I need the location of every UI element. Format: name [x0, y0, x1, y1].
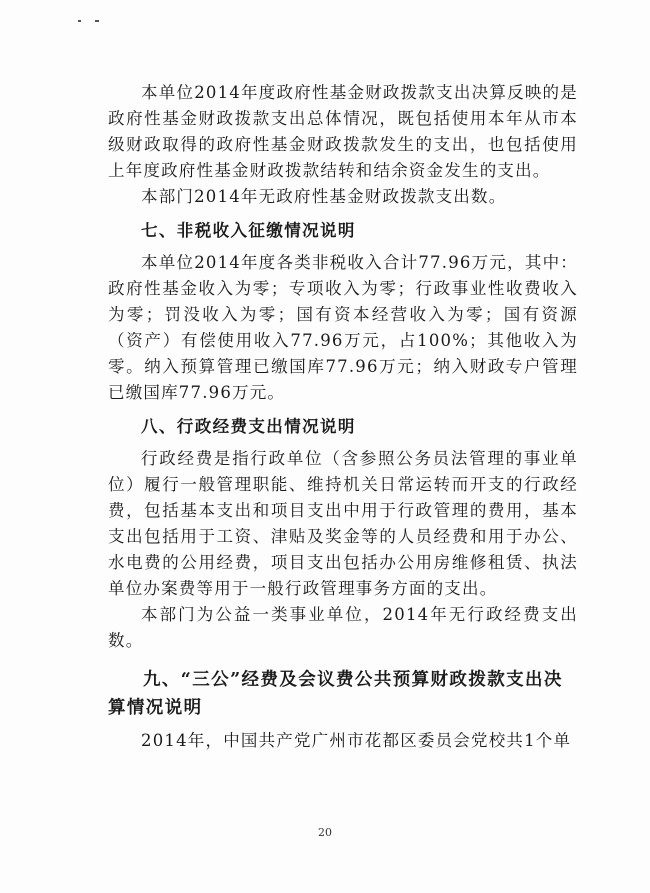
document-body: [108, 80, 578, 754]
paragraph-no-fund-expenditure: 本部门2014年无政府性基金财政拨款支出数。: [141, 187, 507, 206]
paragraph-no-admin-expense: 本部门为公益一类事业单位，2014年无行政经费支出数。: [108, 605, 578, 650]
scan-mark: [78, 20, 81, 22]
section-heading-7: 七、非税收入征缴情况说明: [141, 221, 356, 240]
page-number: 20: [318, 826, 332, 839]
paragraph-three-public-expenses: 2014年，中国共产党广州市花都区委员会党校共1个单: [141, 731, 572, 750]
paragraph-non-tax-income: 本单位2014年度各类非税收入合计77.96万元，其中：政府性基金收入为零；专项收入为零；行政事业性收费收入为零；罚没收入为零；国有资本经营收入为零；国有资源（资产）有偿使用收入77.96万元，占100%；其他收入为零。纳入预算管理已缴国库77.96万元；纳入财政专户管理已缴国库77.96万元。: [108, 253, 578, 402]
paragraph-fund-expenditure: 本单位2014年度政府性基金财政拨款支出决算反映的是政府性基金财政拨款支出总体情况，既包括使用本年从市本级财政取得的政府性基金财政拨款发生的支出，也包括使用上年度政府性基金财政拨款结转和结余资金发生的支出。: [108, 83, 578, 180]
scan-mark: [95, 20, 99, 22]
section-heading-8: 八、行政经费支出情况说明: [141, 417, 356, 436]
paragraph-admin-expense-definition: 行政经费是指行政单位（含参照公务员法管理的事业单位）履行一般管理职能、维持机关日常运转而开支的行政经费，包括基本支出和项目支出中用于行政管理的费用，基本支出包括用于工资、津贴及奖金等的人员经费和用于办公、水电费的公用经费，项目支出包括办公用房维修租赁、执法单位办案费等用于一般行政管理事务方面的支出。: [108, 449, 578, 598]
section-heading-9: 九、“三公”经费及会议费公共预算财政拨款支出决算情况说明: [108, 670, 563, 718]
